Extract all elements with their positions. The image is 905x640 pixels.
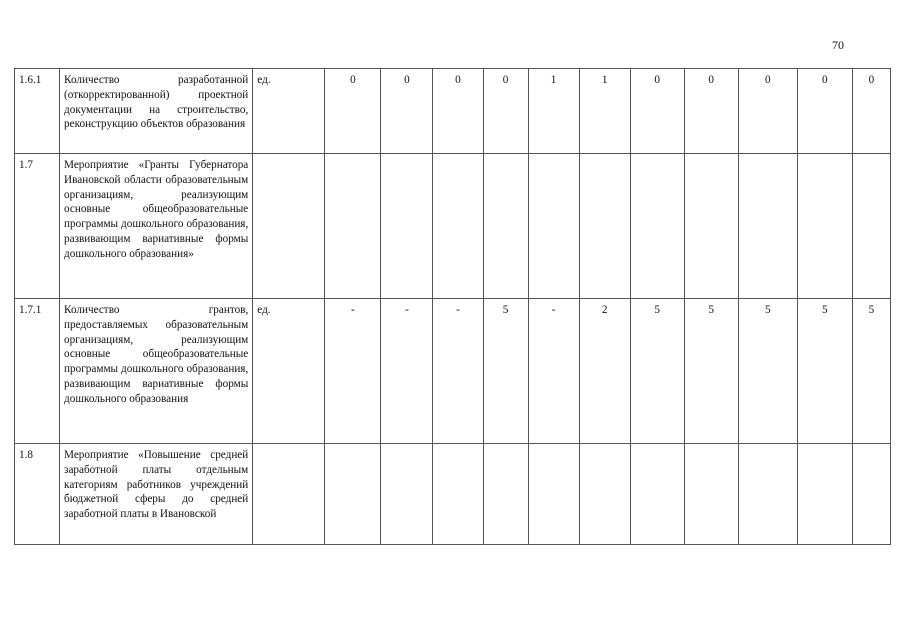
value-cell: 5 — [483, 299, 528, 444]
row-unit — [253, 154, 325, 299]
value-cell: 0 — [852, 69, 890, 154]
value-cell — [325, 154, 381, 299]
value-cell — [483, 154, 528, 299]
row-description: Мероприятие «Повышение средней заработной платы отдельным категориям работников учреждений бюджетной сферы до средней заработной платы в Ивановской — [60, 444, 253, 545]
value-cell: 2 — [579, 299, 630, 444]
value-cell: 0 — [630, 69, 684, 154]
value-cell — [738, 154, 797, 299]
value-cell: 0 — [433, 69, 483, 154]
value-cell — [738, 444, 797, 545]
row-description: Мероприятие «Гранты Губернатора Ивановской области образовательным организациям, реализующим основные общеобразовательные программы дошкольного образования, развивающим вариативные формы дошкольного образования» — [60, 154, 253, 299]
row-description: Количество грантов, предоставляемых образовательным организациям, реализующим основные общеобразовательные программы дошкольного образования, развивающим вариативные формы дошкольного образования — [60, 299, 253, 444]
value-cell: 1 — [579, 69, 630, 154]
value-cell: 5 — [630, 299, 684, 444]
row-number: 1.7 — [15, 154, 60, 299]
value-cell: - — [381, 299, 433, 444]
table-row — [15, 154, 891, 299]
value-cell — [579, 444, 630, 545]
value-cell — [630, 154, 684, 299]
value-cell — [797, 154, 852, 299]
value-cell — [528, 444, 579, 545]
value-cell — [684, 154, 738, 299]
value-cell: 5 — [684, 299, 738, 444]
row-number: 1.7.1 — [15, 299, 60, 444]
value-cell: 5 — [738, 299, 797, 444]
value-cell: - — [433, 299, 483, 444]
value-cell: 0 — [325, 69, 381, 154]
row-unit: ед. — [253, 299, 325, 444]
value-cell: 0 — [381, 69, 433, 154]
value-cell — [852, 444, 890, 545]
value-cell — [381, 154, 433, 299]
value-cell: 0 — [797, 69, 852, 154]
row-description: Количество разработанной (откорректированной) проектной документации на строительство, реконструкцию объектов образования — [60, 69, 253, 154]
row-number: 1.6.1 — [15, 69, 60, 154]
value-cell — [579, 154, 630, 299]
value-cell — [433, 154, 483, 299]
value-cell: 0 — [684, 69, 738, 154]
value-cell — [852, 154, 890, 299]
table-row — [15, 69, 891, 154]
indicators-table — [14, 68, 891, 545]
value-cell: 0 — [483, 69, 528, 154]
value-cell: 0 — [738, 69, 797, 154]
row-unit — [253, 444, 325, 545]
table-row — [15, 299, 891, 444]
value-cell — [630, 444, 684, 545]
row-unit: ед. — [253, 69, 325, 154]
row-number: 1.8 — [15, 444, 60, 545]
table-row — [15, 444, 891, 545]
value-cell: 5 — [797, 299, 852, 444]
value-cell — [528, 154, 579, 299]
value-cell — [684, 444, 738, 545]
value-cell — [433, 444, 483, 545]
value-cell — [797, 444, 852, 545]
value-cell: 5 — [852, 299, 890, 444]
value-cell — [325, 444, 381, 545]
page-number: 70 — [832, 38, 844, 52]
value-cell: - — [528, 299, 579, 444]
value-cell: 1 — [528, 69, 579, 154]
value-cell — [483, 444, 528, 545]
value-cell: - — [325, 299, 381, 444]
value-cell — [381, 444, 433, 545]
